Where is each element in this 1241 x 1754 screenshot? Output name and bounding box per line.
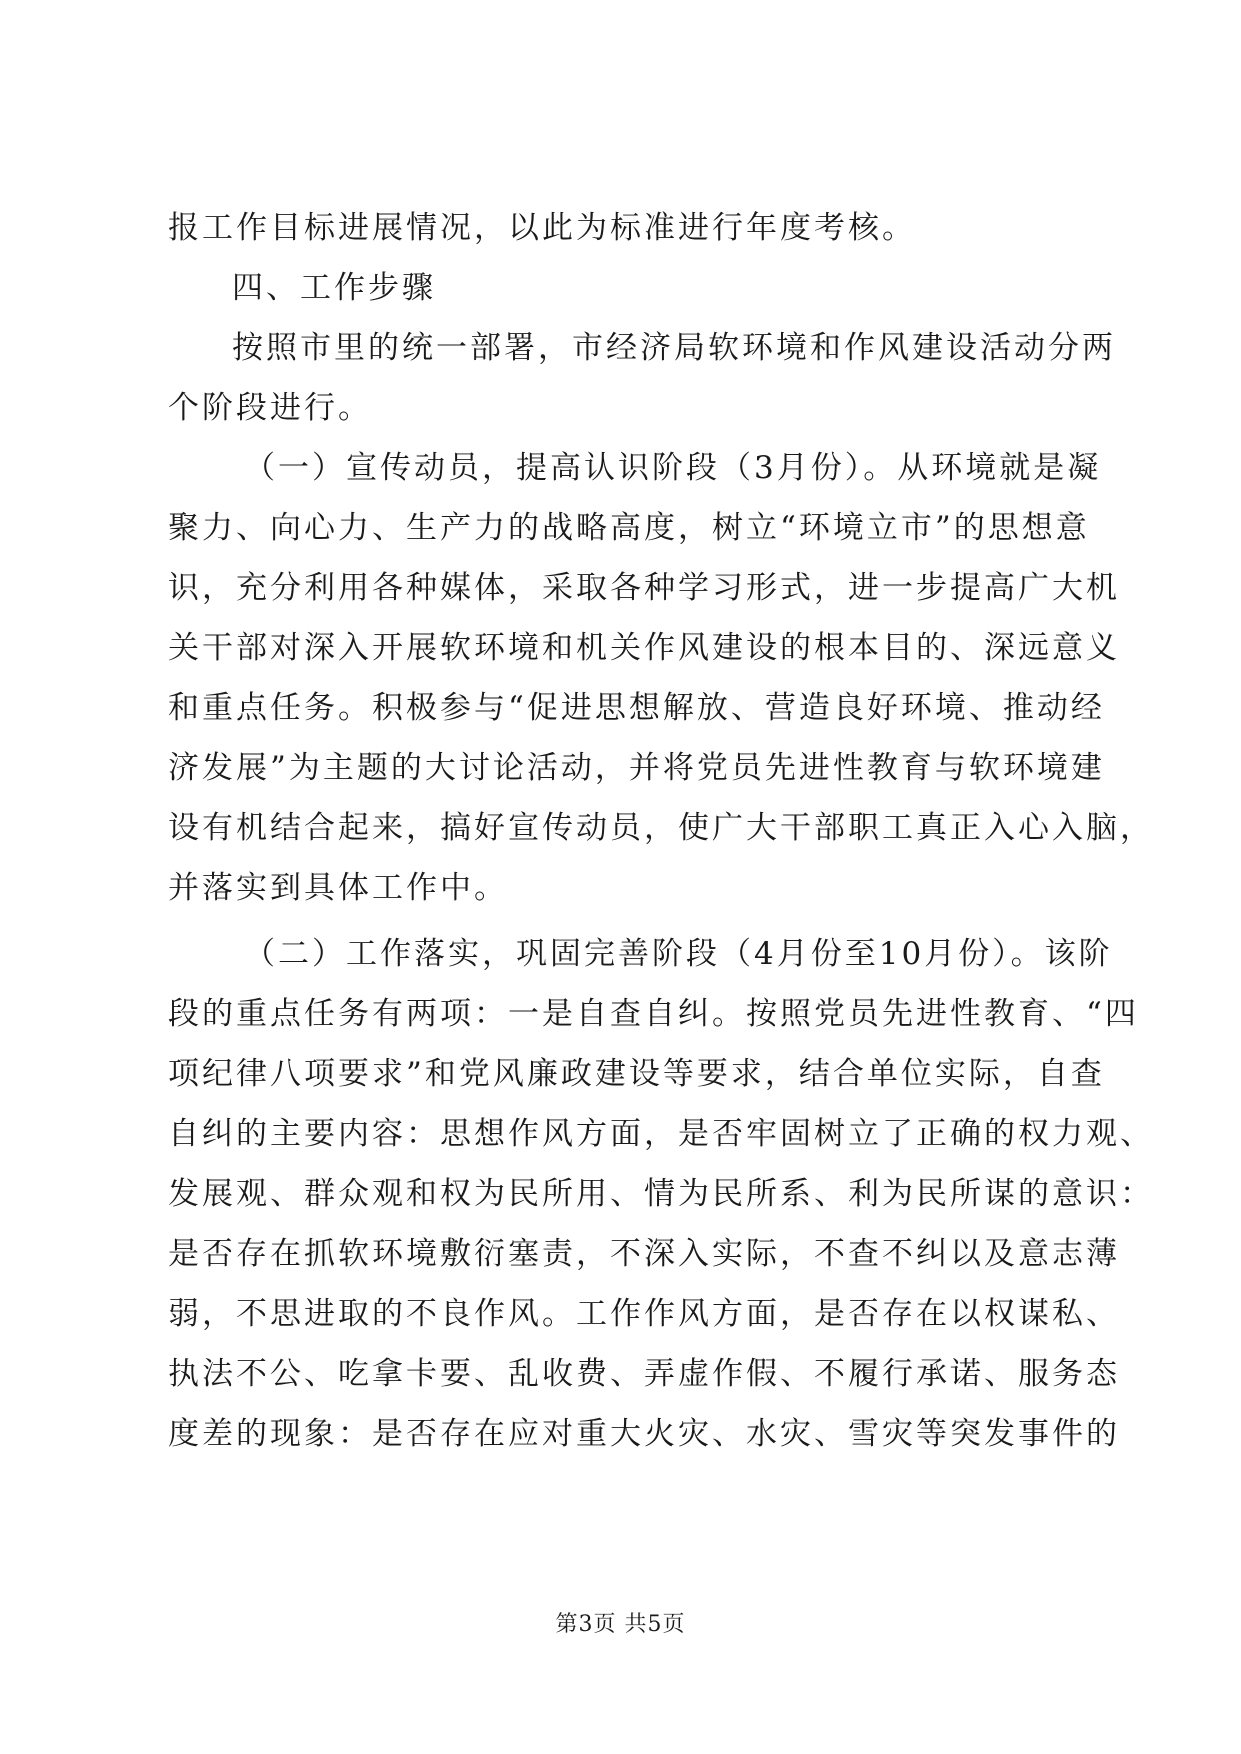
- body-text-line: （一）宣传动员，提高认识阶段（3月份）。从环境就是凝: [244, 450, 1102, 486]
- body-text-line: 个阶段进行。: [168, 390, 372, 426]
- body-text-line: 报工作目标进展情况，以此为标准进行年度考核。: [168, 210, 916, 246]
- body-text-line: 济发展”为主题的大讨论活动，并将党员先进性教育与软环境建: [168, 750, 1105, 786]
- body-text-line: 度差的现象：是否存在应对重大火灾、水灾、雪灾等突发事件的: [168, 1416, 1120, 1452]
- body-text-line: 项纪律八项要求”和党风廉政建设等要求，结合单位实际，自查: [168, 1056, 1105, 1092]
- body-text-line: 聚力、向心力、生产力的战略高度，树立“环境立市”的思想意: [168, 510, 1090, 546]
- body-text-line: 设有机结合起来，搞好宣传动员，使广大干部职工真正入心入脑，: [168, 810, 1154, 846]
- body-text-line: 关干部对深入开展软环境和机关作风建设的根本目的、深远意义: [168, 630, 1120, 666]
- body-text-line: 并落实到具体工作中。: [168, 870, 508, 906]
- body-text-line: 识，充分利用各种媒体，采取各种学习形式，进一步提高广大机: [168, 570, 1120, 606]
- page-number-footer: 第3页 共5页: [555, 1612, 686, 1637]
- body-text-line: 按照市里的统一部署，市经济局软环境和作风建设活动分两: [232, 330, 1116, 366]
- body-text-line: 是否存在抓软环境敷衍塞责，不深入实际，不查不纠以及意志薄: [168, 1236, 1120, 1272]
- body-text-line: 执法不公、吃拿卡要、乱收费、弄虚作假、不履行承诺、服务态: [168, 1356, 1120, 1392]
- body-text-line: 发展观、群众观和权为民所用、情为民所系、利为民所谋的意识：: [168, 1176, 1154, 1212]
- body-text-line: 和重点任务。积极参与“促进思想解放、营造良好环境、推动经: [168, 690, 1105, 726]
- body-text-line: （二）工作落实，巩固完善阶段（4月份至10月份）。该阶: [244, 936, 1113, 972]
- body-text-line: 段的重点任务有两项：一是自查自纠。按照党员先进性教育、“四: [168, 996, 1139, 1032]
- section-heading: 四、工作步骤: [232, 270, 436, 306]
- body-text-line: 弱，不思进取的不良作风。工作作风方面，是否存在以权谋私、: [168, 1296, 1120, 1332]
- body-text-line: 自纠的主要内容：思想作风方面，是否牢固树立了正确的权力观、: [168, 1116, 1154, 1152]
